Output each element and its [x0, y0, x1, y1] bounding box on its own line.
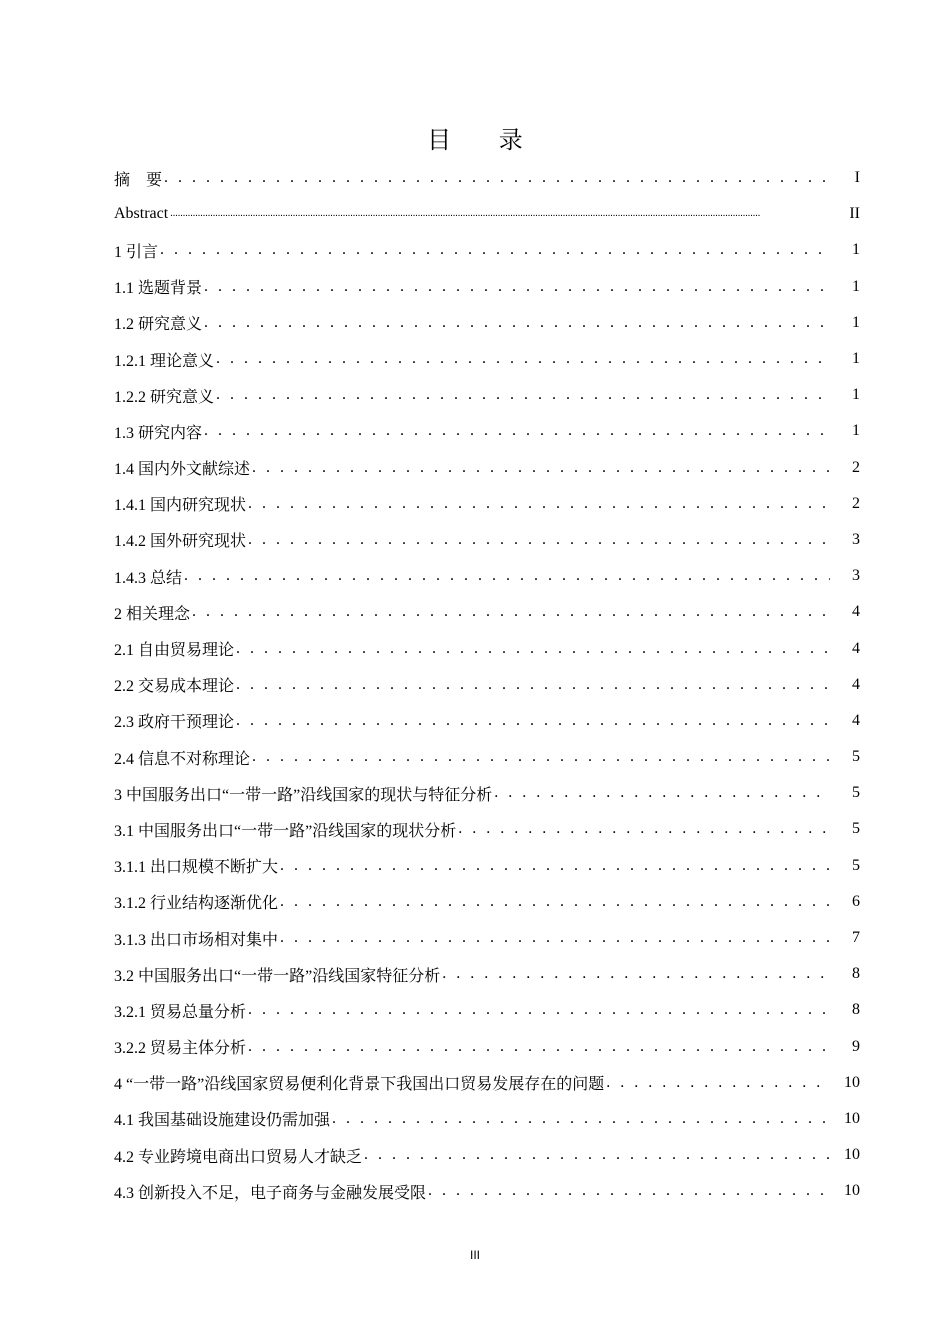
toc-entry-page: 7 [852, 929, 860, 947]
toc-entry[interactable] [114, 196, 860, 232]
dot-leader [164, 169, 830, 187]
toc-entry-page: 4 [852, 675, 860, 693]
toc-entry-label: 1 引言 [114, 243, 159, 261]
toc-entry-label: 2 相关理念 [114, 605, 191, 623]
dot-leader [494, 784, 830, 802]
toc-entry[interactable] [114, 160, 860, 196]
dot-leader [458, 820, 830, 838]
dot-leader [160, 241, 830, 259]
toc-entry-label: 1.2.2 研究意义 [114, 388, 215, 406]
toc-entry[interactable] [114, 848, 860, 884]
toc-entry-page: 4 [852, 711, 860, 729]
toc-entry-page: 4 [852, 639, 860, 657]
toc-entry-page: 4 [852, 603, 860, 621]
dot-leader [236, 712, 830, 730]
dot-leader [204, 314, 830, 332]
toc-entry-label: 1.4.1 国内研究现状 [114, 497, 247, 515]
toc-entry-label: 3.2.2 贸易主体分析 [114, 1040, 247, 1058]
toc-entry[interactable] [114, 1101, 860, 1137]
toc-entry-label: Abstract [114, 205, 169, 223]
toc-entry-page: II [849, 205, 860, 223]
table-of-contents [114, 160, 860, 1209]
toc-entry[interactable] [114, 558, 860, 594]
toc-entry[interactable] [114, 811, 860, 847]
toc-entry-label: 2.1 自由贸易理论 [114, 642, 235, 660]
toc-entry[interactable] [114, 486, 860, 522]
toc-entry[interactable] [114, 956, 860, 992]
toc-entry-page: 1 [852, 241, 860, 259]
toc-entry-label: 3.2.1 贸易总量分析 [114, 1003, 247, 1021]
toc-entry[interactable] [114, 920, 860, 956]
toc-entry[interactable] [114, 1029, 860, 1065]
dot-leader [248, 1038, 830, 1056]
dot-leader [192, 603, 830, 621]
toc-entry[interactable] [114, 413, 860, 449]
dot-leader [248, 495, 830, 513]
dot-leader [280, 893, 830, 911]
toc-entry[interactable] [114, 341, 860, 377]
toc-entry-label: 3.1.2 行业结构逐渐优化 [114, 895, 279, 913]
toc-entry-page: 1 [852, 277, 860, 295]
toc-entry-page: 1 [852, 422, 860, 440]
toc-entry-page: 3 [852, 567, 860, 585]
page-title: 目 录 [427, 126, 543, 154]
toc-entry[interactable] [114, 739, 860, 775]
dot-leader [428, 1182, 830, 1200]
toc-entry[interactable] [114, 884, 860, 920]
dot-leader [252, 459, 830, 477]
toc-entry[interactable] [114, 992, 860, 1028]
dot-leader [280, 857, 830, 875]
toc-entry-label: 4.1 我国基础设施建设仍需加强 [114, 1112, 331, 1130]
toc-entry-page: 1 [852, 350, 860, 368]
dot-leader [252, 748, 830, 766]
toc-entry-page: 8 [852, 1001, 860, 1019]
toc-entry-label: 1.2 研究意义 [114, 316, 203, 334]
toc-entry-label: 1.1 选题背景 [114, 280, 203, 298]
toc-entry-label: 4.2 专业跨境电商出口贸易人才缺乏 [114, 1148, 363, 1166]
toc-entry-page: 1 [852, 313, 860, 331]
toc-entry-label: 3.2 中国服务出口“一带一路”沿线国家特征分析 [114, 967, 441, 985]
toc-entry[interactable] [114, 1137, 860, 1173]
toc-entry-label: 2.3 政府干预理论 [114, 714, 235, 732]
toc-entry[interactable] [114, 305, 860, 341]
toc-entry-label: 2.2 交易成本理论 [114, 678, 235, 696]
toc-entry-label: 1.4.3 总结 [114, 569, 183, 587]
toc-entry-page: I [854, 169, 860, 187]
toc-entry[interactable] [114, 667, 860, 703]
dot-leader [204, 278, 830, 296]
toc-entry-label: 1.4.2 国外研究现状 [114, 533, 247, 551]
toc-entry-label: 3.1.1 出口规模不断扩大 [114, 859, 279, 877]
dot-leader [606, 1074, 830, 1092]
toc-entry-label: 1.4 国内外文献综述 [114, 461, 251, 479]
dot-leader [442, 965, 830, 983]
toc-entry-page: 2 [852, 458, 860, 476]
toc-entry-page: 5 [852, 784, 860, 802]
toc-entry[interactable] [114, 630, 860, 666]
toc-entry[interactable] [114, 450, 860, 486]
toc-entry[interactable] [114, 522, 860, 558]
dot-leader [364, 1146, 830, 1164]
dot-leader [204, 422, 830, 440]
toc-entry-page: 10 [844, 1073, 860, 1091]
toc-entry-label: 1.3 研究内容 [114, 424, 203, 442]
dot-leader [184, 567, 830, 585]
dot-leader [216, 386, 830, 404]
toc-entry-page: 10 [844, 1109, 860, 1127]
dot-leader [236, 676, 830, 694]
toc-entry[interactable] [114, 232, 860, 268]
dot-leader [248, 531, 830, 549]
toc-entry[interactable] [114, 594, 860, 630]
toc-entry[interactable] [114, 377, 860, 413]
dot-leader [216, 350, 830, 368]
dot-leader [236, 640, 830, 658]
toc-entry-label: 4.3 创新投入不足，电子商务与金融发展受限 [114, 1184, 427, 1202]
toc-entry-page: 10 [844, 1182, 860, 1200]
toc-entry-page: 9 [852, 1037, 860, 1055]
toc-entry-label: 4 “一带一路”沿线国家贸易便利化背景下我国出口贸易发展存在的问题 [114, 1076, 605, 1094]
toc-entry[interactable] [114, 1173, 860, 1209]
toc-entry-page: 10 [844, 1146, 860, 1164]
dot-leader [248, 1001, 830, 1019]
toc-entry[interactable] [114, 775, 860, 811]
toc-entry-label: 3.1.3 出口市场相对集中 [114, 931, 279, 949]
toc-entry[interactable] [114, 269, 860, 305]
toc-entry-page: 8 [852, 965, 860, 983]
toc-entry-label: 1.2.1 理论意义 [114, 352, 215, 370]
toc-entry-page: 5 [852, 748, 860, 766]
toc-entry-page: 5 [852, 820, 860, 838]
toc-entry-page: 2 [852, 494, 860, 512]
toc-entry-label: 2.4 信息不对称理论 [114, 750, 251, 768]
toc-entry-label: 3 中国服务出口“一带一路”沿线国家的现状与特征分析 [114, 786, 493, 804]
dot-leader [170, 205, 830, 223]
toc-entry-label: 3.1 中国服务出口“一带一路”沿线国家的现状分析 [114, 822, 457, 840]
toc-entry-page: 6 [852, 892, 860, 910]
toc-entry-label: 摘 要 [114, 171, 163, 189]
toc-entry-page: 3 [852, 530, 860, 548]
toc-entry-page: 1 [852, 386, 860, 404]
toc-entry-page: 5 [852, 856, 860, 874]
page-number-footer: III [469, 1248, 480, 1262]
toc-entry[interactable] [114, 1065, 860, 1101]
dot-leader [332, 1110, 830, 1128]
toc-entry[interactable] [114, 703, 860, 739]
dot-leader [280, 929, 830, 947]
